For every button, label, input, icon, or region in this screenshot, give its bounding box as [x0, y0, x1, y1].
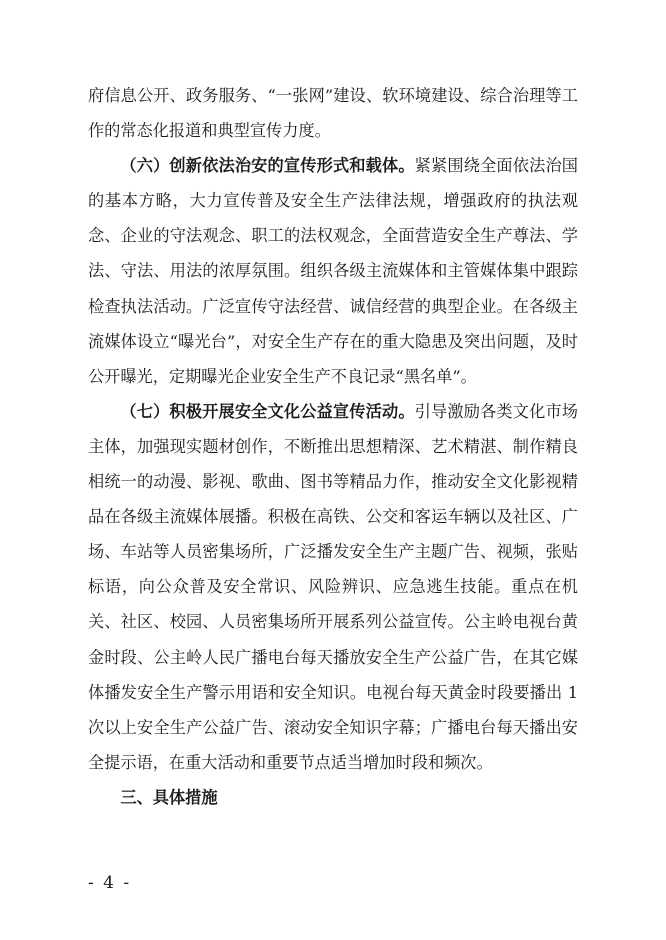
paragraph-lead-heading: （七）积极开展安全文化公益宣传活动。	[120, 401, 415, 421]
paragraph-text: 府信息公开、政务服务、“一张网”建设、软环境建设、综合治理等工作的常态化报道和典型宣传力度。	[88, 86, 578, 141]
paragraph-seven	[88, 394, 578, 780]
paragraph-text: 紧紧围绕全面依法治国的基本方略，大力宣传普及安全生产法律法规，增强政府的执法观念、企业的守法观念、职工的法权观念，全面营造安全生产尊法、学法、守法、用法的浓厚氛围。组织各级主流媒体和主管媒体集中跟踪检查执法活动。广泛宣传守法经营、诚信经营的典型企业。在各级主流媒体设立“曝光台”，对安全生产存在的重大隐患及突出问题，及时公开曝光，定期曝光企业安全生产不良记录“黑名单”。	[88, 156, 578, 386]
paragraph-text: 引导激励各类文化市场主体，加强现实题材创作，不断推出思想精深、艺术精湛、制作精良相统一的动漫、影视、歌曲、图书等精品力作，推动安全文化影视精品在各级主流媒体展播。积极在高铁、公交和客运车辆以及社区、广场、车站等人员密集场所，广泛播发安全生产主题广告、视频，张贴标语，向公众普及安全常识、风险辨识、应急逃生技能。重点在机关、社区、校园、人员密集场所开展系列公益宣传。公主岭电视台黄金时段、公主岭人民广播电台每天播放安全生产公益广告，在其它媒体播发安全生产警示用语和安全知识。电视台每天黄金时段要播出 1 次以上安全生产公益广告、滚动安全知识字幕；广播电台每天播出安全提示语，在重大活动和重要节点适当增加时段和频次。	[88, 401, 578, 772]
paragraph-continuation	[88, 78, 578, 148]
document-body	[88, 78, 578, 815]
paragraph-lead-heading: （六）创新依法治安的宣传形式和载体。	[120, 156, 415, 176]
paragraph-six	[88, 148, 578, 394]
section-heading: 三、具体措施	[120, 787, 218, 807]
page-number: - 4 -	[88, 873, 132, 893]
